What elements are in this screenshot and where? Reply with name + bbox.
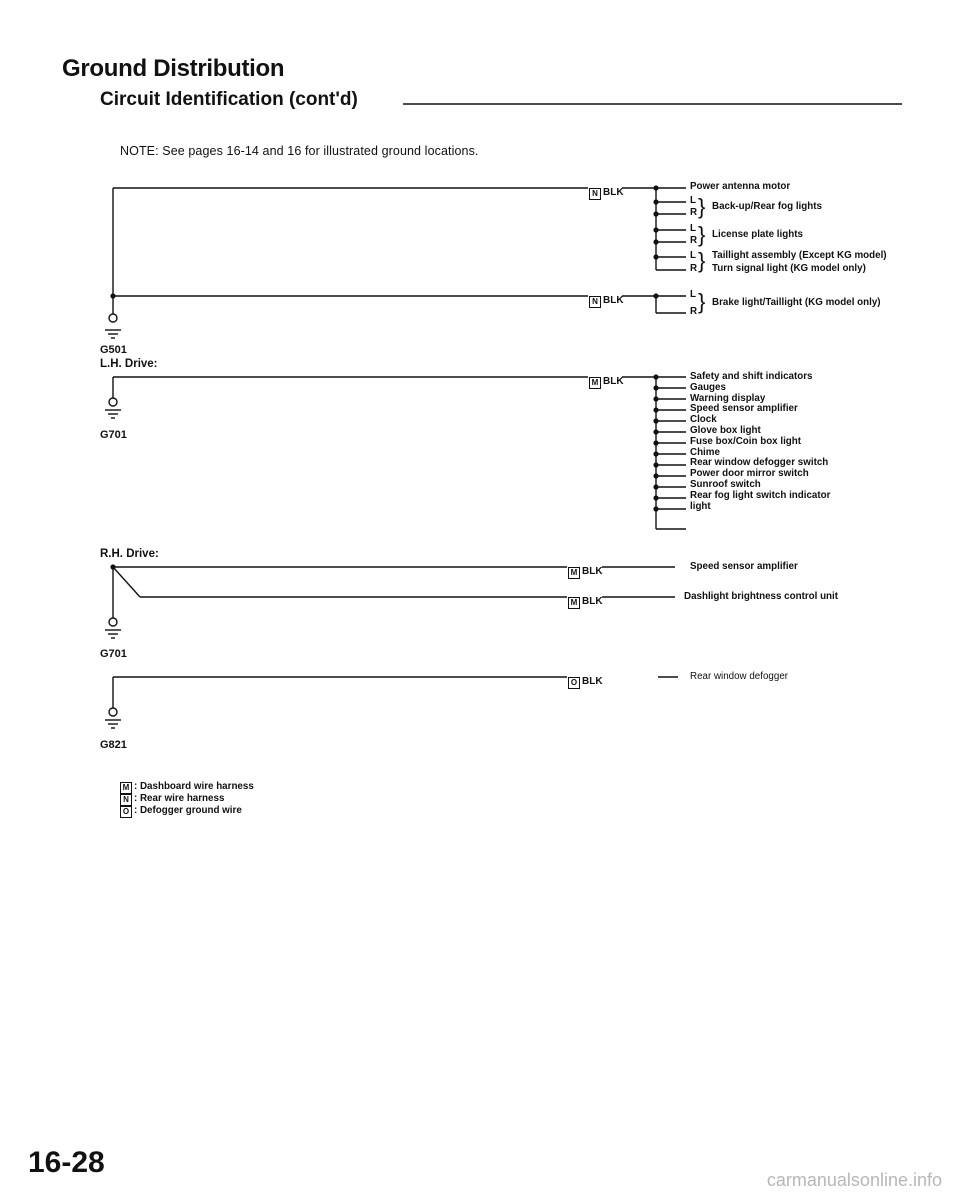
circuit-license: License plate lights <box>712 229 803 240</box>
page-title: Ground Distribution <box>62 55 285 82</box>
connector-o-box: O <box>568 677 580 689</box>
list-item: Power door mirror switch <box>690 468 809 480</box>
list-item: Rear window defogger switch <box>690 457 829 469</box>
connector-n-box: N <box>589 296 601 308</box>
list-item: Sunroof switch <box>690 478 761 490</box>
pin-r: R <box>690 263 698 274</box>
legend-item-o: O : Defogger ground wire <box>120 806 254 818</box>
pin-l: L <box>690 289 696 300</box>
lh-circuit-list <box>690 372 830 512</box>
rh-circuit-dashlight: Dashlight brightness control unit <box>684 591 839 602</box>
list-item: Rear fog light switch indicator <box>690 489 831 501</box>
connector-n-bottom: N BLK <box>589 290 624 308</box>
list-item: Speed sensor amplifier <box>690 403 798 415</box>
brace-icon: } <box>698 248 706 273</box>
ground-g501-label: G501 <box>100 344 127 356</box>
ground-g701-lh-label: G701 <box>100 429 127 441</box>
list-item: Safety and shift indicators <box>690 371 813 382</box>
section-subtitle: Circuit Identification (cont'd) <box>100 89 358 110</box>
ground-g821-label: G821 <box>100 739 127 751</box>
list-item: Gauges <box>690 381 726 393</box>
connector-m-box: M <box>568 597 580 609</box>
connector-o: O BLK <box>568 671 603 689</box>
pin-l: L <box>690 223 696 234</box>
connector-n-box: N <box>589 188 601 200</box>
watermark: carmanualsonline.info <box>766 1170 942 1190</box>
connector-m-box: M <box>568 567 580 579</box>
list-item: Chime <box>690 446 720 458</box>
connector-m-rh-bottom: M BLK <box>568 591 603 609</box>
connector-m-rh-top: M BLK <box>568 561 603 579</box>
ground-g701-rh-label: G701 <box>100 648 127 660</box>
ground-location-note: NOTE: See pages 16-14 and 16 for illustrated ground locations. <box>120 144 479 158</box>
legend <box>120 782 254 818</box>
lh-drive-label: L.H. Drive: <box>100 358 158 370</box>
circuit-taillight: Taillight assembly (Except KG model) <box>712 250 887 261</box>
legend-item-m: M : Dashboard wire harness <box>120 782 254 794</box>
list-item: light <box>690 500 711 512</box>
list-item: Fuse box/Coin box light <box>690 435 802 447</box>
pin-l: L <box>690 195 696 206</box>
rh-drive-label: R.H. Drive: <box>100 548 159 560</box>
connector-m-lh: M BLK <box>589 371 624 389</box>
pin-r: R <box>690 306 698 317</box>
brace-icon: } <box>698 289 706 314</box>
pin-l: L <box>690 250 696 261</box>
pin-r: R <box>690 235 698 246</box>
page-number: 16-28 <box>28 1146 105 1179</box>
list-item: Clock <box>690 414 717 426</box>
circuit-power-antenna: Power antenna motor <box>690 181 791 192</box>
circuit-backup-fog: Back-up/Rear fog lights <box>712 201 822 212</box>
connector-n-top: N BLK <box>589 182 624 200</box>
list-item: Warning display <box>690 392 766 404</box>
legend-item-n: N : Rear wire harness <box>120 794 254 806</box>
g821-circuit-defogger: Rear window defogger <box>690 671 789 682</box>
connector-m-box: M <box>589 377 601 389</box>
circuit-brake: Brake light/Taillight (KG model only) <box>712 297 881 308</box>
rh-circuit-speed: Speed sensor amplifier <box>690 561 798 572</box>
list-item: Glove box light <box>690 424 761 436</box>
pin-r: R <box>690 207 698 218</box>
brace-icon: } <box>698 222 706 247</box>
brace-icon: } <box>698 194 706 219</box>
circuit-turn-signal: Turn signal light (KG model only) <box>712 263 866 274</box>
